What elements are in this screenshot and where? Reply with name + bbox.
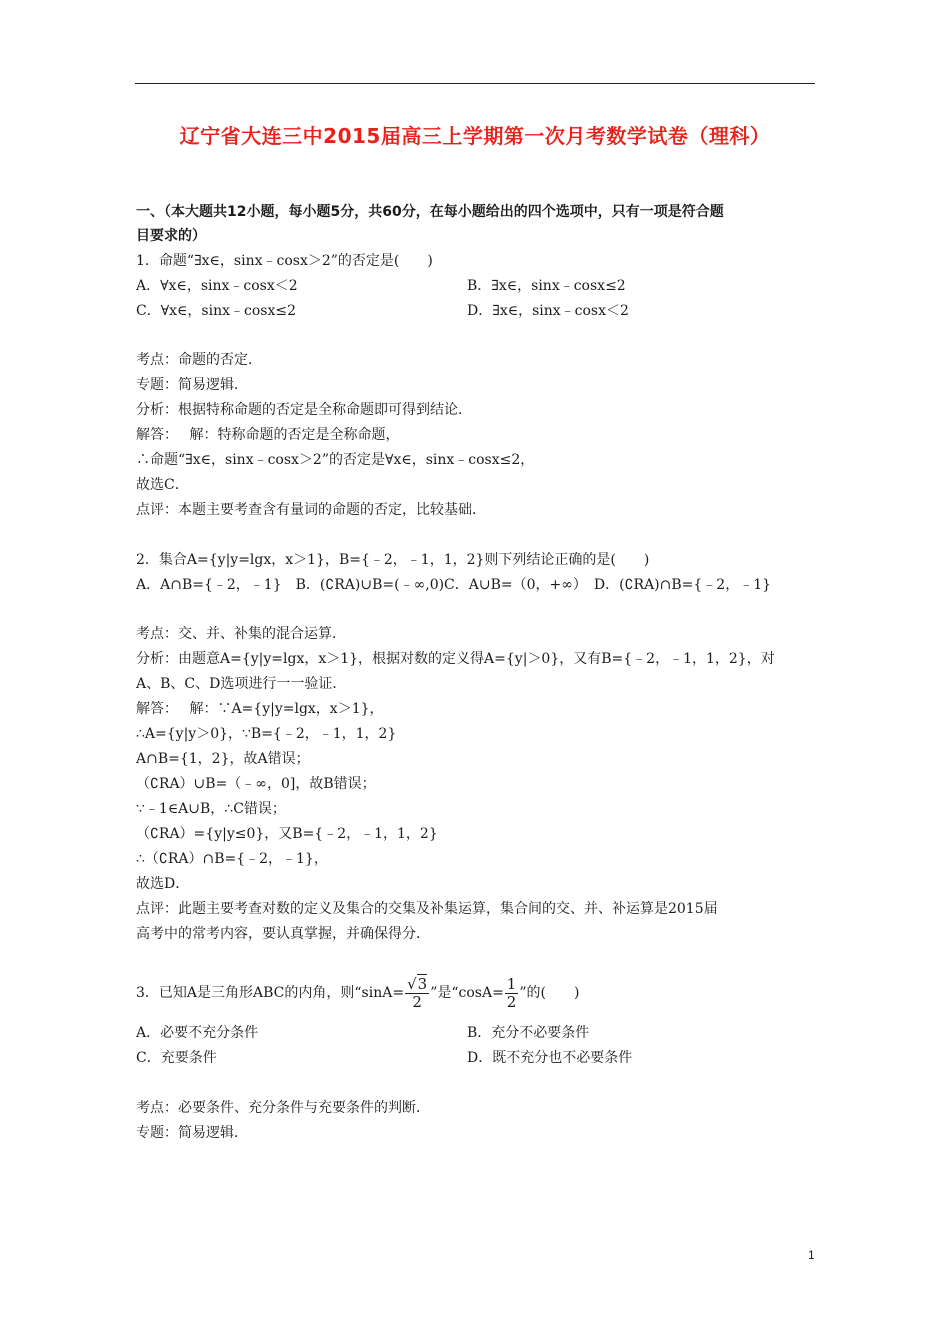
section-heading-line2: 目要求的） xyxy=(136,228,206,244)
q2-jieda-4: （∁RA）∪B=（﹣∞，0]，故B错误； xyxy=(136,776,376,792)
q2-jieda-8: 故选D． xyxy=(136,876,190,892)
q2-fenxi-1: 分析：由题意A={y|y=lgx，x＞1}，根据对数的定义得A={y|＞0}，又有B={﹣2，﹣1，1，2}，对 xyxy=(136,651,775,667)
q2-dianping-1: 点评：此题主要考查对数的定义及集合的交集及补集运算，集合间的交、并、补运算是2015届 xyxy=(136,901,718,917)
section-heading-line1: 一、（本大题共12小题，每小题5分，共60分，在每小题给出的四个选项中，只有一项是符合题 xyxy=(136,204,724,220)
q1-option-d: D．∃x∈，sinx﹣cosx＜2 xyxy=(467,303,629,319)
q1-kaodian: 考点：命题的否定． xyxy=(136,352,262,368)
q2-fenxi-2: A、B、C、D选项进行一一验证． xyxy=(136,676,347,692)
q2-stem: 2．集合A={y|y=lgx，x＞1}，B={﹣2，﹣1，1，2}则下列结论正确的是( ) xyxy=(136,552,650,568)
q1-zhuanti: 专题：简易逻辑． xyxy=(136,377,248,393)
q1-jieda-3: 故选C． xyxy=(136,477,189,493)
q2-jieda-5: ∵﹣1∈A∪B，∴C错误； xyxy=(136,801,286,817)
one-half-fraction xyxy=(505,976,519,1011)
q1-fenxi: 分析：根据特称命题的否定是全称命题即可得到结论． xyxy=(136,402,472,418)
page-number: 1 xyxy=(808,1248,815,1262)
q2-jieda-6: （∁RA）={y|y≤0}，又B={﹣2，﹣1，1，2} xyxy=(136,826,438,842)
q1-stem: 1．命题“∃x∈，sinx﹣cosx＞2”的否定是( ) xyxy=(136,253,433,269)
fraction-numerator: 1 xyxy=(506,974,517,993)
q3-option-b: B．充分不必要条件 xyxy=(467,1025,590,1041)
q2-options: A．A∩B={﹣2，﹣1} B．(∁RA)∪B=(﹣∞,0)C．A∪B=（0，+∞） D．(∁RA)∩B={﹣2，﹣1} xyxy=(136,577,772,593)
exam-title: 辽宁省大连三中2015届高三上学期第一次月考数学试卷（理科） xyxy=(179,124,771,148)
q2-jieda-2: ∴A={y|y＞0}，∵B={﹣2，﹣1，1，2} xyxy=(136,726,397,742)
q1-dianping: 点评：本题主要考查含有量词的命题的否定，比较基础． xyxy=(136,502,486,518)
q3-stem-part-c: ”的( ) xyxy=(519,985,580,1001)
q2-jieda-1: 解答： 解：∵A={y|y=lgx，x＞1}， xyxy=(136,701,384,717)
q1-jieda-2: ∴命题“∃x∈，sinx﹣cosx＞2”的否定是∀x∈，sinx﹣cosx≤2， xyxy=(136,452,535,468)
q3-option-a: A．必要不充分条件 xyxy=(136,1025,259,1041)
q3-stem-part-a: 3．已知A是三角形ABC的内角，则“sinA= xyxy=(136,985,405,1001)
fraction-numerator: √3 xyxy=(407,974,428,993)
q3-stem xyxy=(136,974,579,1012)
q3-option-d: D．既不充分也不必要条件 xyxy=(467,1050,633,1066)
q3-kaodian: 考点：必要条件、充分条件与充要条件的判断． xyxy=(136,1100,430,1116)
q1-option-a: A．∀x∈，sinx﹣cosx＜2 xyxy=(136,278,298,294)
header-rule xyxy=(135,83,815,84)
q1-option-c: C．∀x∈，sinx﹣cosx≤2 xyxy=(136,303,296,319)
sqrt-radicand: 3 xyxy=(417,974,428,993)
sqrt3-over-2-fraction xyxy=(405,976,429,1011)
q3-zhuanti: 专题：简易逻辑． xyxy=(136,1125,248,1141)
q3-stem-part-b: ”是“cosA= xyxy=(430,985,504,1001)
q1-jieda-1: 解答： 解：特称命题的否定是全称命题， xyxy=(136,427,400,443)
q2-kaodian: 考点：交、并、补集的混合运算． xyxy=(136,626,346,642)
q2-jieda-3: A∩B={1，2}，故A错误； xyxy=(136,751,310,767)
q2-dianping-2: 高考中的常考内容，要认真掌握，并确保得分． xyxy=(136,926,430,942)
fraction-denominator: 2 xyxy=(412,992,422,1011)
fraction-denominator: 2 xyxy=(506,992,517,1011)
q2-jieda-7: ∴（∁RA）∩B={﹣2，﹣1}， xyxy=(136,851,328,867)
q1-option-b: B．∃x∈，sinx﹣cosx≤2 xyxy=(467,278,626,294)
q3-option-c: C．充要条件 xyxy=(136,1050,217,1066)
